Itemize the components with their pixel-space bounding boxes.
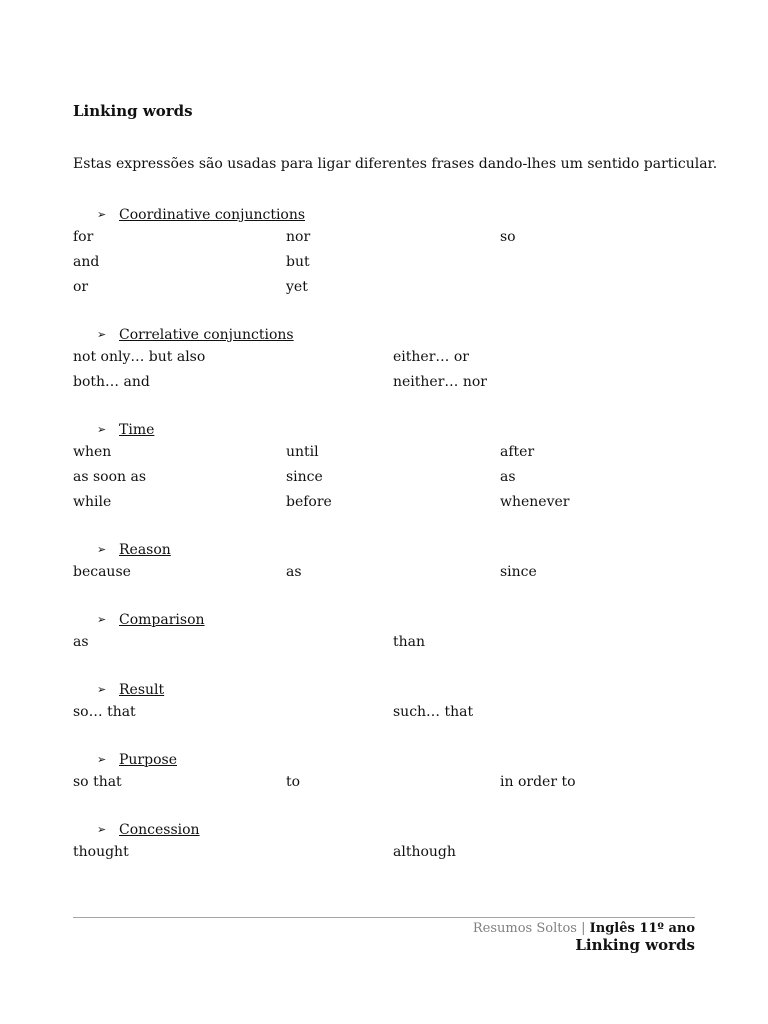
arrowhead-bullet-icon: ➢: [97, 753, 107, 766]
footer-title: Linking words: [575, 936, 695, 954]
linking-word: than: [393, 634, 426, 650]
arrowhead-bullet-icon: ➢: [97, 823, 107, 836]
section: [73, 205, 695, 300]
linking-word: when: [73, 444, 112, 460]
section: [73, 820, 695, 865]
linking-word: but: [286, 254, 310, 270]
section-heading: [73, 420, 695, 440]
arrowhead-bullet-icon: ➢: [97, 543, 107, 556]
arrowhead-bullet-icon: ➢: [97, 208, 107, 221]
footer-separator: |: [581, 921, 586, 936]
linking-word: yet: [286, 279, 308, 295]
word-row: [73, 840, 695, 865]
section: [73, 680, 695, 725]
sections-list: [73, 205, 695, 890]
document-page: [73, 0, 718, 1024]
linking-word: since: [286, 469, 323, 485]
linking-word: while: [73, 494, 112, 510]
section-heading: [73, 610, 695, 630]
section-heading-label: Purpose: [119, 752, 177, 768]
linking-word: after: [500, 444, 535, 460]
section-heading: [73, 680, 695, 700]
arrowhead-bullet-icon: ➢: [97, 613, 107, 626]
section-heading-label: Result: [119, 682, 165, 698]
linking-word: for: [73, 229, 94, 245]
section: [73, 750, 695, 795]
linking-word: so that: [73, 774, 122, 790]
word-row: [73, 630, 695, 655]
linking-word: whenever: [500, 494, 570, 510]
linking-word: nor: [286, 229, 311, 245]
linking-word: neither… nor: [393, 374, 487, 390]
linking-word: as: [286, 564, 302, 580]
section: [73, 420, 695, 515]
footer-source-line: [473, 921, 695, 936]
arrowhead-bullet-icon: ➢: [97, 683, 107, 696]
linking-word: although: [393, 844, 456, 860]
linking-word: both… and: [73, 374, 150, 390]
section-heading-label: Coordinative conjunctions: [119, 207, 306, 223]
word-row: [73, 770, 695, 795]
word-row: [73, 345, 695, 370]
word-row: [73, 465, 695, 490]
document-title: Linking words: [73, 102, 193, 120]
section-heading-label: Correlative conjunctions: [119, 327, 294, 343]
section-heading-label: Concession: [119, 822, 200, 838]
word-row: [73, 225, 695, 250]
linking-word: before: [286, 494, 332, 510]
word-row: [73, 370, 695, 395]
word-row: [73, 560, 695, 585]
intro-paragraph: Estas expressões são usadas para ligar diferentes frases dando-lhes um sentido particular.: [73, 156, 718, 172]
word-row: [73, 700, 695, 725]
word-row: [73, 490, 695, 515]
linking-word: and: [73, 254, 100, 270]
linking-word: so… that: [73, 704, 136, 720]
linking-word: as: [500, 469, 516, 485]
arrowhead-bullet-icon: ➢: [97, 423, 107, 436]
linking-word: so: [500, 229, 516, 245]
linking-word: not only… but also: [73, 349, 206, 365]
word-row: [73, 440, 695, 465]
footer-course: Inglês 11º ano: [589, 921, 695, 936]
section-heading: [73, 540, 695, 560]
section-heading: [73, 750, 695, 770]
section-heading: [73, 820, 695, 840]
linking-word: until: [286, 444, 319, 460]
word-row: [73, 250, 695, 275]
section-heading: [73, 205, 695, 225]
section: [73, 540, 695, 585]
section: [73, 325, 695, 395]
arrowhead-bullet-icon: ➢: [97, 328, 107, 341]
section-heading-label: Reason: [119, 542, 171, 558]
word-row: [73, 275, 695, 300]
linking-word: such… that: [393, 704, 474, 720]
section-heading: [73, 325, 695, 345]
linking-word: as soon as: [73, 469, 147, 485]
section-heading-label: Comparison: [119, 612, 205, 628]
linking-word: or: [73, 279, 89, 295]
linking-word: since: [500, 564, 537, 580]
section-heading-label: Time: [119, 422, 155, 438]
linking-word: as: [73, 634, 89, 650]
linking-word: either… or: [393, 349, 469, 365]
footer-divider: [73, 917, 695, 918]
linking-word: in order to: [500, 774, 576, 790]
linking-word: to: [286, 774, 301, 790]
footer-source: Resumos Soltos: [472, 921, 577, 936]
section: [73, 610, 695, 655]
linking-word: because: [73, 564, 131, 580]
linking-word: thought: [73, 844, 129, 860]
